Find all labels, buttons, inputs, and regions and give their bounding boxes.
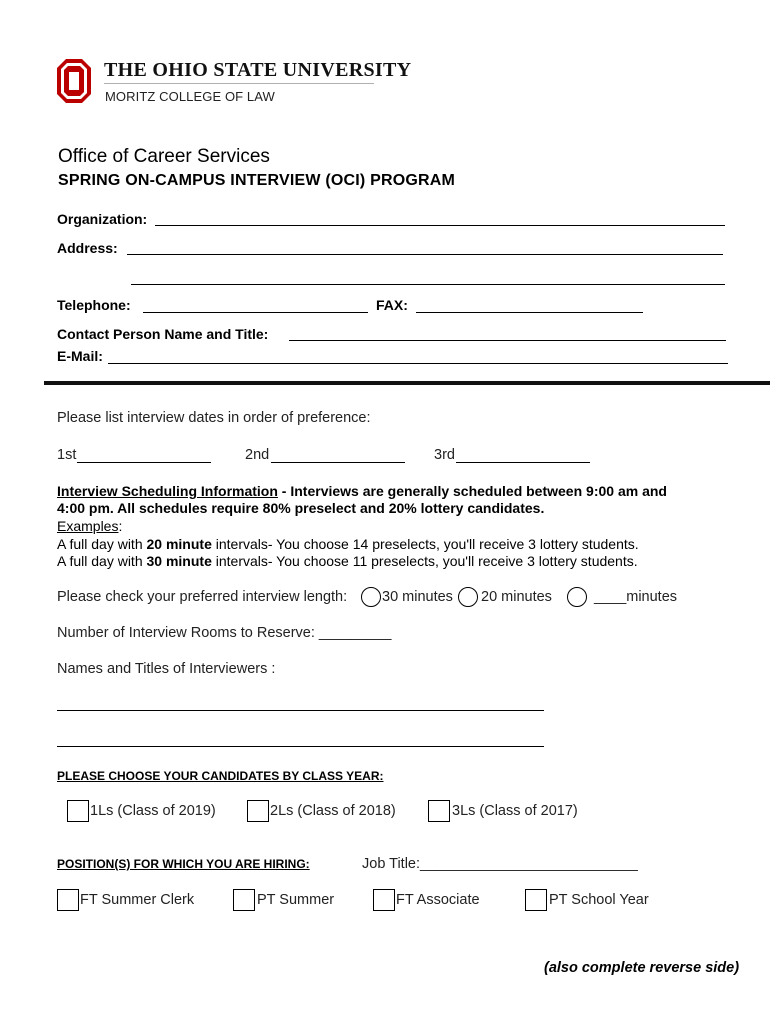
ft-summer-clerk-checkbox[interactable] <box>57 889 79 911</box>
date-third-field[interactable] <box>456 462 590 463</box>
class-1l-label: 1Ls (Class of 2019) <box>90 803 216 819</box>
fax-label: FAX: <box>376 297 408 313</box>
address-label: Address: <box>57 240 118 256</box>
office-title: Office of Career Services <box>58 146 270 167</box>
telephone-label: Telephone: <box>57 297 131 313</box>
length-custom-radio[interactable] <box>567 587 587 607</box>
pt-summer-checkbox[interactable] <box>233 889 255 911</box>
interview-length-prompt: Please check your preferred interview length: <box>57 589 348 605</box>
header-divider <box>104 83 374 84</box>
reverse-side-note: (also complete reverse side) <box>544 960 740 976</box>
contact-person-field[interactable] <box>289 340 726 341</box>
class-1l-checkbox[interactable] <box>67 800 89 822</box>
class-3l-label: 3Ls (Class of 2017) <box>452 803 578 819</box>
scheduling-info-line-1 <box>57 483 667 499</box>
scheduling-info-text: - Interviews are generally scheduled between 9:00 am and <box>277 483 667 499</box>
ft-associate-label: FT Associate <box>396 892 480 908</box>
length-30-label: 30 minutes <box>382 589 453 605</box>
class-2l-label: 2Ls (Class of 2018) <box>270 803 396 819</box>
organization-field[interactable] <box>155 225 725 226</box>
contact-person-label: Contact Person Name and Title: <box>57 326 269 342</box>
ohio-state-block-o-logo <box>56 58 92 104</box>
examples-label-row <box>57 518 122 534</box>
example-20-minute <box>57 536 639 552</box>
example-30-suffix: intervals- You choose 11 preselects, you'll receive 3 lottery students. <box>211 553 638 569</box>
example-20-bold: 20 minute <box>146 536 212 552</box>
class-3l-checkbox[interactable] <box>428 800 450 822</box>
address-field-line-2[interactable] <box>131 284 725 285</box>
date-second-label: 2nd <box>245 447 270 463</box>
email-label: E-Mail: <box>57 348 103 364</box>
college-name: MORITZ COLLEGE OF LAW <box>105 89 275 104</box>
date-first-field[interactable] <box>77 462 211 463</box>
program-title: SPRING ON-CAMPUS INTERVIEW (OCI) PROGRAM <box>58 172 456 189</box>
job-title-field[interactable]: Job Title:___________________________ <box>362 856 638 872</box>
pt-school-year-label: PT School Year <box>549 892 649 908</box>
pt-summer-label: PT Summer <box>257 892 335 908</box>
pt-school-year-checkbox[interactable] <box>525 889 547 911</box>
class-year-heading: PLEASE CHOOSE YOUR CANDIDATES BY CLASS YEAR: <box>57 769 384 783</box>
length-30-radio[interactable] <box>361 587 381 607</box>
length-20-radio[interactable] <box>458 587 478 607</box>
section-divider <box>44 381 770 385</box>
examples-label: Examples <box>57 518 119 534</box>
scheduling-info-heading: Interview Scheduling Information <box>57 483 278 499</box>
email-field[interactable] <box>108 363 728 364</box>
date-second-field[interactable] <box>271 462 405 463</box>
address-field-line-1[interactable] <box>127 254 723 255</box>
ft-summer-clerk-label: FT Summer Clerk <box>80 892 195 908</box>
organization-label: Organization: <box>57 211 148 227</box>
fax-field[interactable] <box>416 312 643 313</box>
university-name: THE OHIO STATE UNIVERSITY <box>104 59 412 81</box>
rooms-label[interactable]: Number of Interview Rooms to Reserve: _________ <box>57 625 392 641</box>
example-20-suffix: intervals- You choose 14 preselects, you'll receive 3 lottery students. <box>211 536 639 552</box>
scheduling-info-line-2: 4:00 pm. All schedules require 80% preselect and 20% lottery candidates. <box>57 500 545 516</box>
length-custom-label[interactable]: ____minutes <box>594 589 678 605</box>
ft-associate-checkbox[interactable] <box>373 889 395 911</box>
example-30-bold: 30 minute <box>146 553 212 569</box>
telephone-field[interactable] <box>143 312 368 313</box>
interviewers-label: Names and Titles of Interviewers : <box>57 661 276 677</box>
examples-colon: : <box>118 518 123 534</box>
positions-heading: POSITION(S) FOR WHICH YOU ARE HIRING: <box>57 857 310 871</box>
date-third-label: 3rd <box>434 447 455 463</box>
dates-instruction: Please list interview dates in order of preference: <box>57 410 371 426</box>
interviewer-field-1[interactable] <box>57 710 544 711</box>
date-first-label: 1st <box>57 447 77 463</box>
example-30-prefix: A full day with <box>57 553 147 569</box>
example-30-minute <box>57 553 638 569</box>
example-20-prefix: A full day with <box>57 536 147 552</box>
length-20-label: 20 minutes <box>481 589 552 605</box>
interviewer-field-2[interactable] <box>57 746 544 747</box>
class-2l-checkbox[interactable] <box>247 800 269 822</box>
